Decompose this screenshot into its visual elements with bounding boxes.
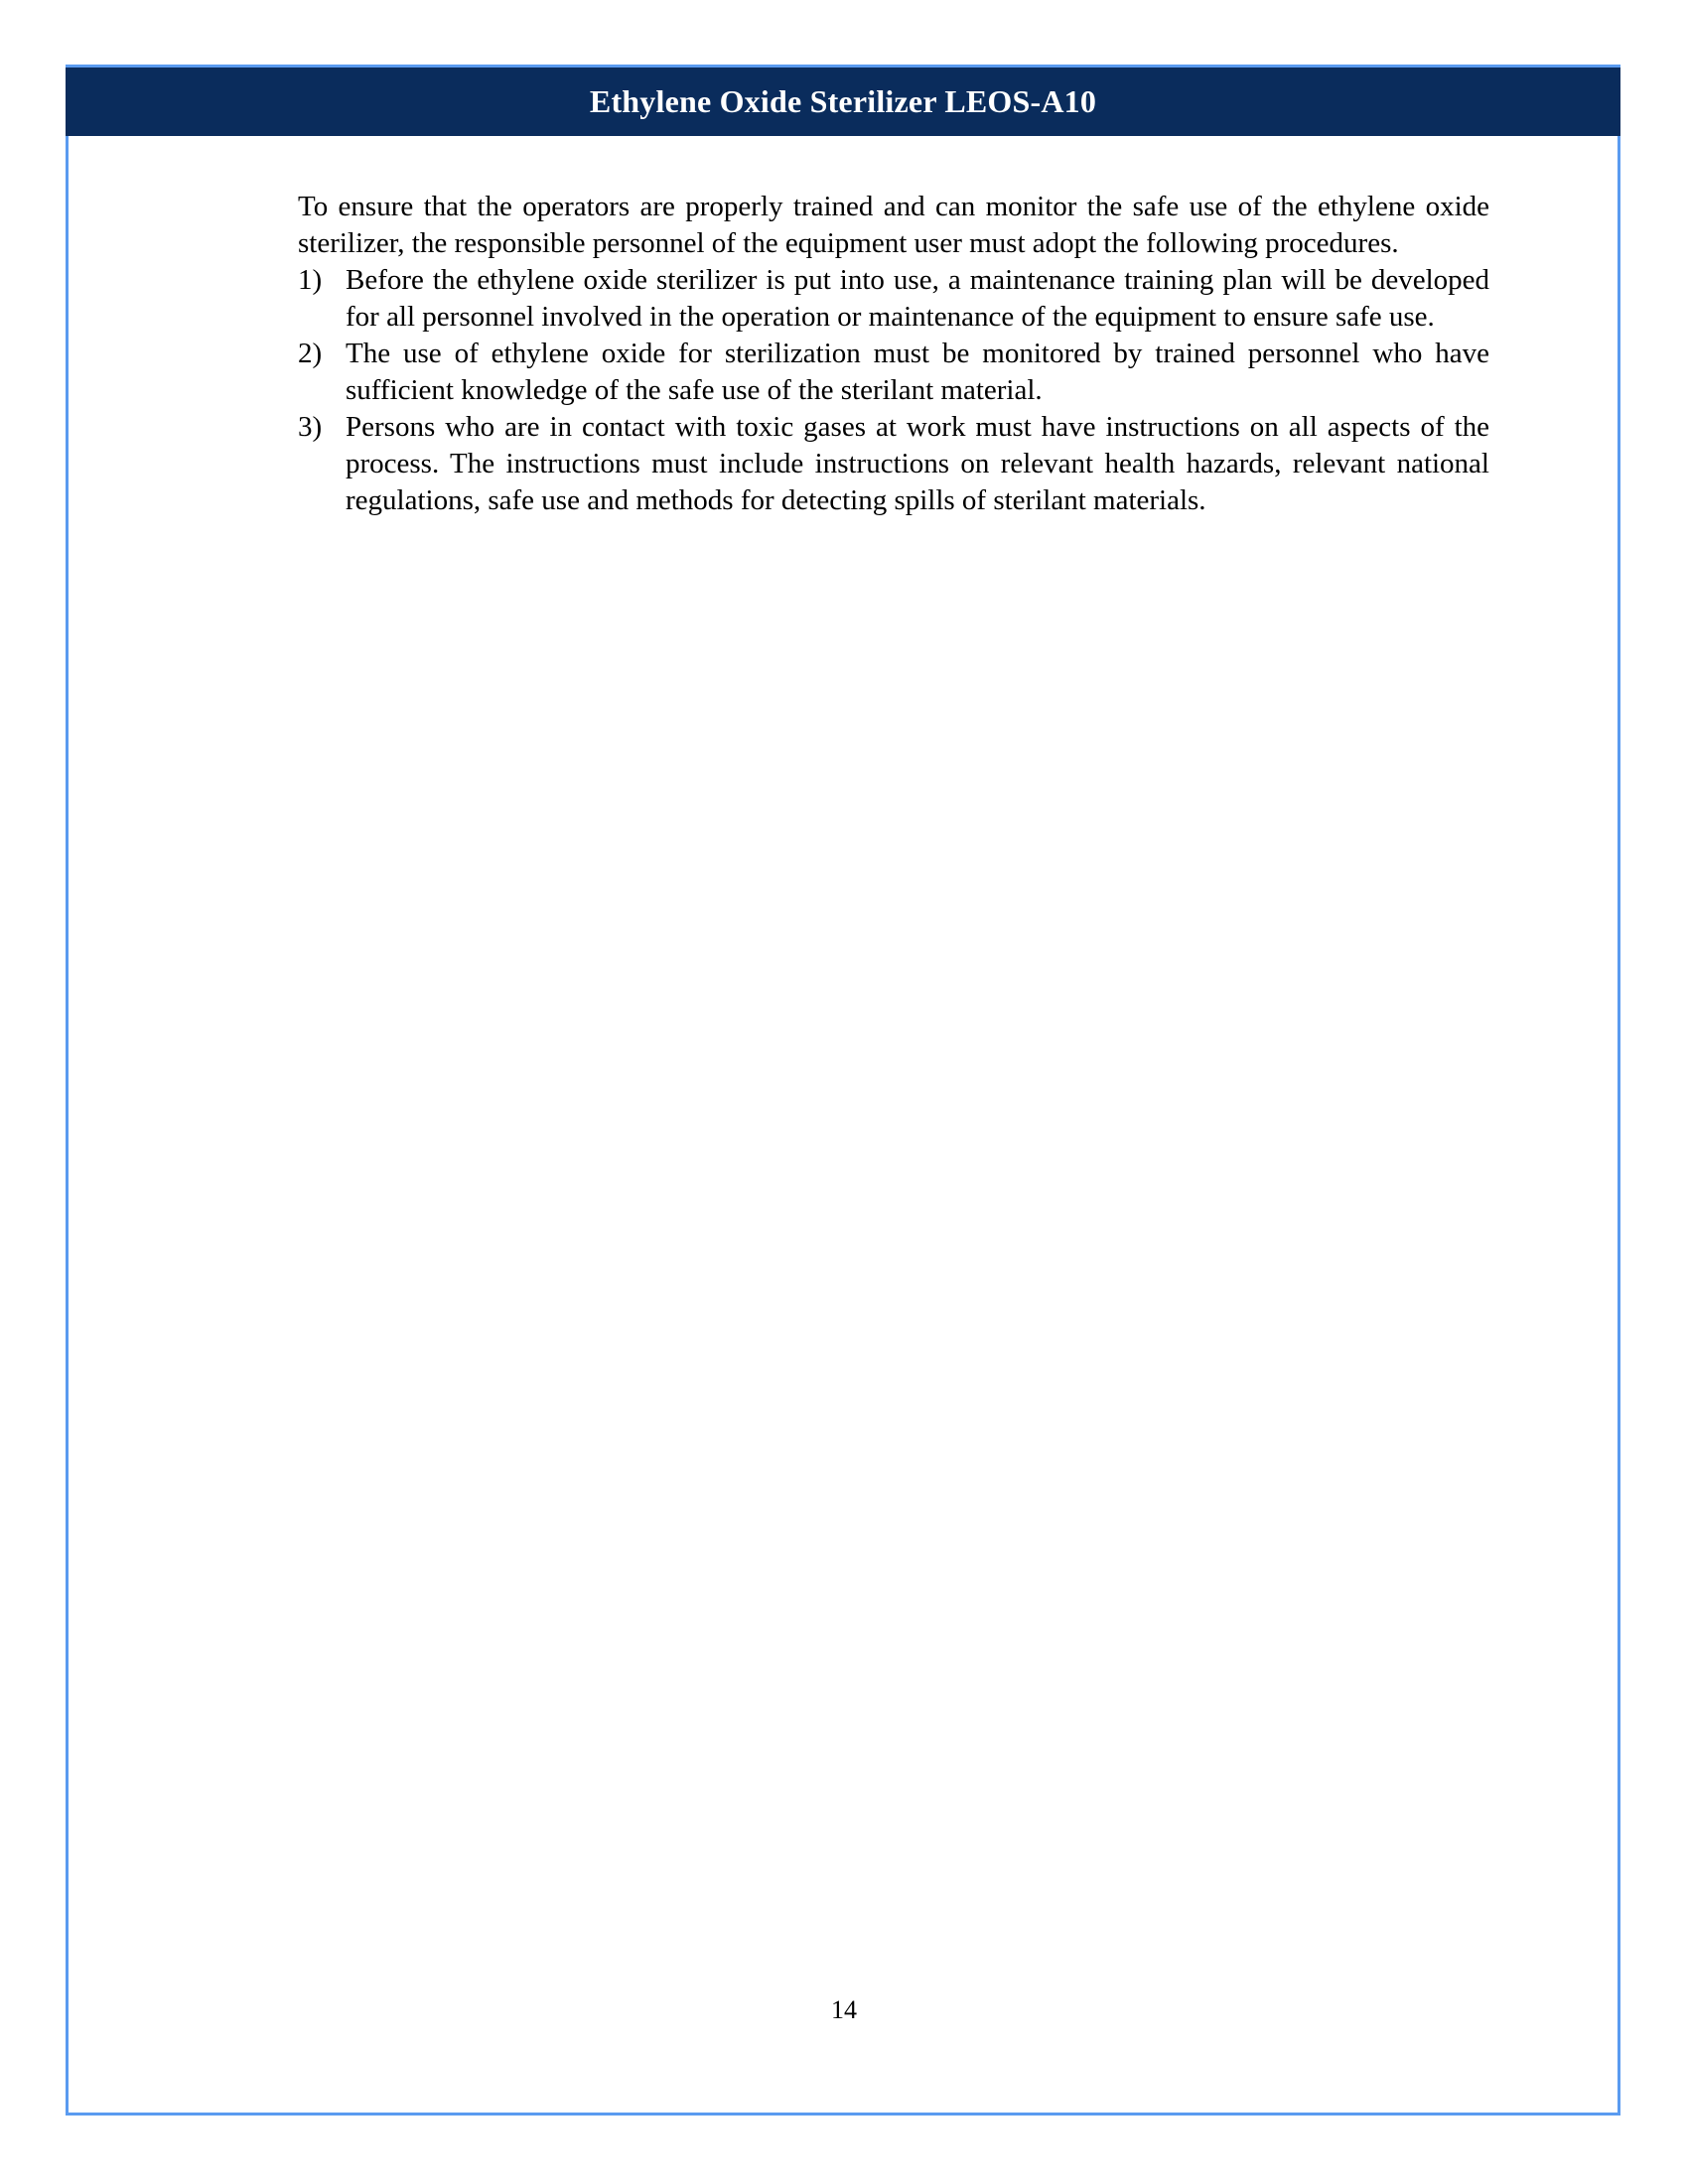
list-item-marker: 1) bbox=[298, 264, 323, 296]
page-title: Ethylene Oxide Sterilizer LEOS-A10 bbox=[589, 83, 1097, 119]
list-item-marker: 2) bbox=[298, 338, 323, 369]
list-item bbox=[298, 409, 1489, 519]
document-body bbox=[298, 189, 1489, 519]
list-item-marker: 3) bbox=[298, 411, 323, 443]
list-item-text: Before the ethylene oxide sterilizer is put into use, a maintenance training plan will be developed for all personnel involved in the operation or maintenance of the equipment to ensure safe use. bbox=[346, 264, 1489, 333]
list-item-text: The use of ethylene oxide for sterilization must be monitored by trained personnel who have sufficient knowledge of the safe use of the sterilant material. bbox=[346, 338, 1489, 406]
intro-paragraph: To ensure that the operators are properly trained and can monitor the safe use of the ethylene oxide sterilizer, the responsible personnel of the equipment user must adopt the following procedures. bbox=[298, 191, 1489, 259]
list-item bbox=[298, 336, 1489, 409]
list-item-text: Persons who are in contact with toxic gases at work must have instructions on all aspects of the process. The instructions must include instructions on relevant health hazards, relevant national regulations, safe use and methods for detecting spills of sterilant materials. bbox=[346, 411, 1489, 516]
document-header-banner bbox=[66, 65, 1620, 136]
page-number: 14 bbox=[831, 1995, 857, 2024]
procedures-list bbox=[298, 262, 1489, 519]
list-item bbox=[298, 262, 1489, 336]
